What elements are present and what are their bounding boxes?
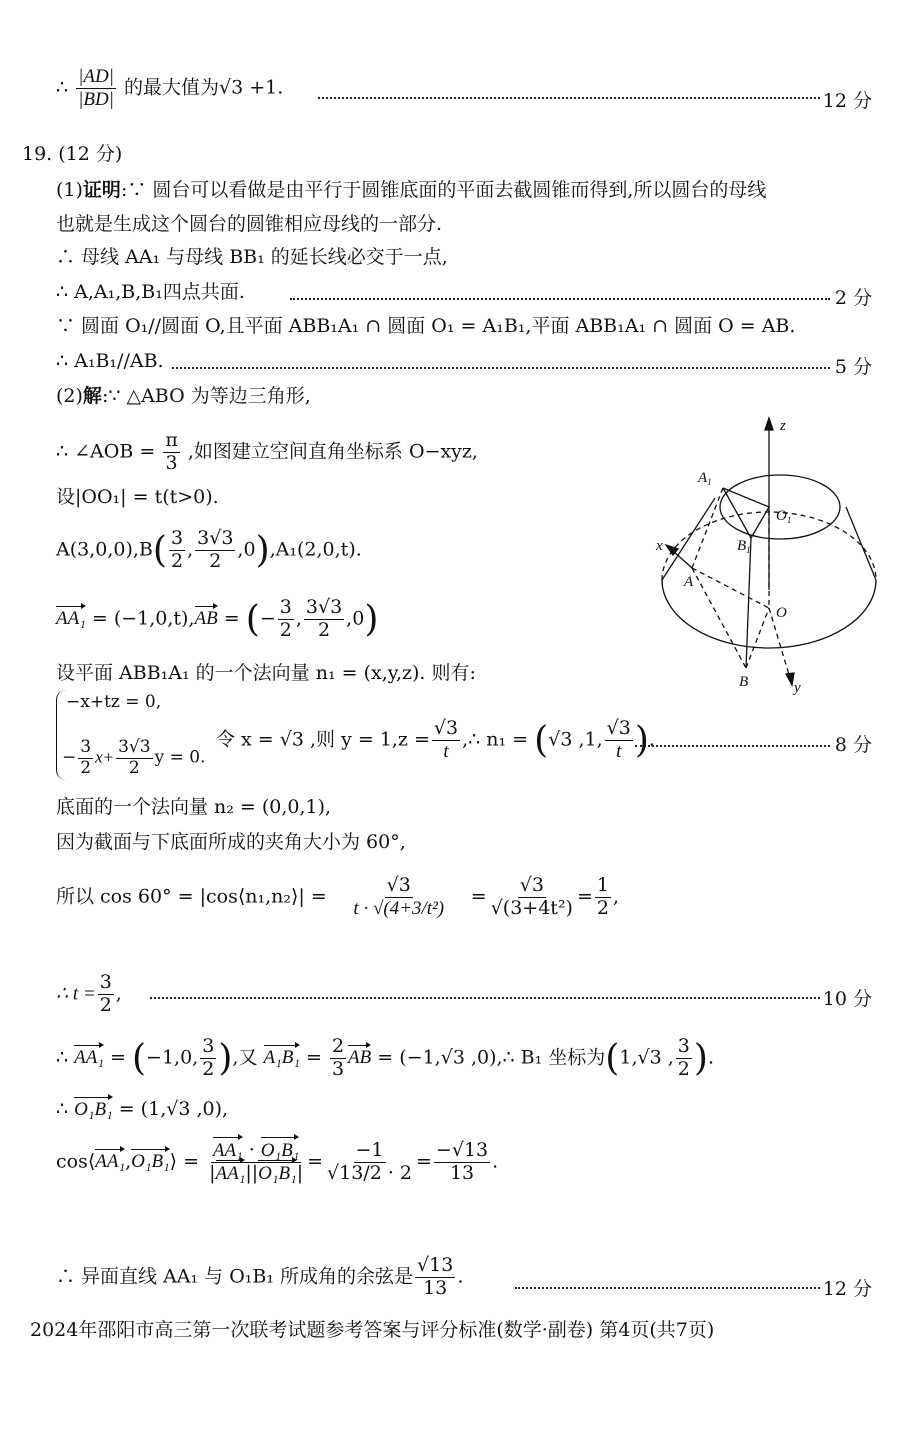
line-n1-solution: 令 x = √3 ,则 y = 1,z = $\frac{√3}{t}$ ,∴ n₁ = (√3 ,1, $\frac{√3}{t}$ ). [216,717,655,762]
score-label: 10 分 [822,988,872,1010]
x-axis-label: x [656,538,663,554]
line-angle-aob: ∴ ∠AOB = $\frac{\pi}{3}$ ,如图建立空间直角坐标系 O−xyz, [56,429,478,474]
final-conclusion: ∴ 异面直线 AA₁ 与 O₁B₁ 所成角的余弦是 $\frac{√13}{13}$ . [56,1254,464,1299]
conclusion-line-q18: ∴ $\frac{|AD|}{|BD|}$ 的最大值为√3 +1. [56,66,284,110]
score-label: 8 分 [834,734,872,756]
score-label: 12 分 [822,90,872,112]
line-parallel-planes: ∵ 圆面 O₁//圆面 O,且平面 ABB₁A₁ ∩ 圆面 O₁ = A₁B₁,平面 ABB₁A₁ ∩ 圆面 O = AB. [56,315,796,337]
equation-2: − $\frac{3}{2}$ x+ $\frac{3√3}{2}$ y = 0. [62,737,206,778]
line-t-value: ∴ t = $\frac{3}{2}$ , [56,971,122,1016]
page-footer: 2024年邵阳市高三第一次联考试题参考答案与评分标准(数学·副卷) 第4页(共7页) [30,1319,715,1341]
line-set-t: 设|OO₁| = t(t>0). [56,486,219,508]
point-o-label: O [776,605,787,621]
point-b1-label: $B_1$ [737,538,751,555]
part2-intro: (2)解:∵ △ABO 为等边三角形, [56,385,311,407]
point-a-label: A [684,574,694,590]
y-axis-label: y [794,680,801,696]
line-b1-coordinates: ∴ AA₁ = (−1,0, $\frac{3}{2}$ ),又 A₁B₁ = $\frac{2}{3}$ AB = (−1,√3 ,0),∴ B₁ 坐标为(1,√3 , $\frac{3}{2}$ ). [56,1035,714,1080]
leader-dots [515,1287,820,1289]
question-header: 19. (12 分) [22,143,123,165]
line-coplanar: ∴ A,A₁,B,B₁四点共面. [56,281,245,303]
line-coordinates: A(3,0,0),B( $\frac{3}{2}$ , $\frac{3√3}{2}$ ,0),A₁(2,0,t). [56,527,362,572]
leader-dots [635,745,830,747]
line-n2: 底面的一个法向量 n₂ = (0,0,1), [56,796,332,818]
line-angle-60: 因为截面与下底面所成的夹角大小为 60°, [56,831,406,853]
point-a1-label: $A_1$ [698,470,712,487]
line-cosine-equation: 所以 cos 60° = |cos⟨n₁,n₂⟩| = $\frac{√3}{\text{t · √(4+3/t²)}}$ = $\frac{√3}{\text{√(3+4t²)}}$ = $\frac{1}{2}$ , [56,874,620,919]
leader-dots [290,298,830,300]
score-label: 2 分 [834,287,872,309]
leader-dots [172,367,830,369]
z-axis-label: z [780,418,786,434]
leader-dots [150,997,820,999]
line-parallel-result: ∴ A₁B₁//AB. [56,350,164,372]
leader-dots [318,97,820,99]
line-o1b1-vector: ∴ O₁B₁ = (1,√3 ,0), [56,1098,229,1120]
part1-intro: (1)证明:∵ 圆台可以看做是由平行于圆锥底面的平面去截圆锥而得到,所以圆台的母线 [56,179,767,201]
ratio-fraction: $\frac{|AD|}{|BD|}$ [78,66,114,110]
line-generatrix: ∴ 母线 AA₁ 与母线 BB₁ 的延长线必交于一点, [56,246,448,268]
frustum-diagram [640,410,900,700]
point-o1-label: $O_1$ [776,508,792,525]
line-cosine-result: cos⟨AA₁,O₁B₁⟩ = $\frac{\text{AA₁ · O₁B₁}}{\text{|AA₁||O₁B₁|}}$ = $\frac{-1}{√13/2 \cdot 2}$ = $\frac{-√13}{13}$ . [56,1139,499,1184]
point-b-label: B [739,674,749,690]
score-label: 5 分 [834,356,872,378]
line-normal-vector-setup: 设平面 ABB₁A₁ 的一个法向量 n₁ = (x,y,z). 则有: [56,662,476,684]
line-vectors: AA₁ = (−1,0,t),AB = (− $\frac{3}{2}$ , $\frac{3√3}{2}$ ,0) [56,596,379,641]
score-label: 12 分 [822,1278,872,1300]
part1-continuation: 也就是生成这个圆台的圆锥相应母线的一部分. [56,213,443,235]
equation-1: −x+tz = 0, [66,692,162,712]
